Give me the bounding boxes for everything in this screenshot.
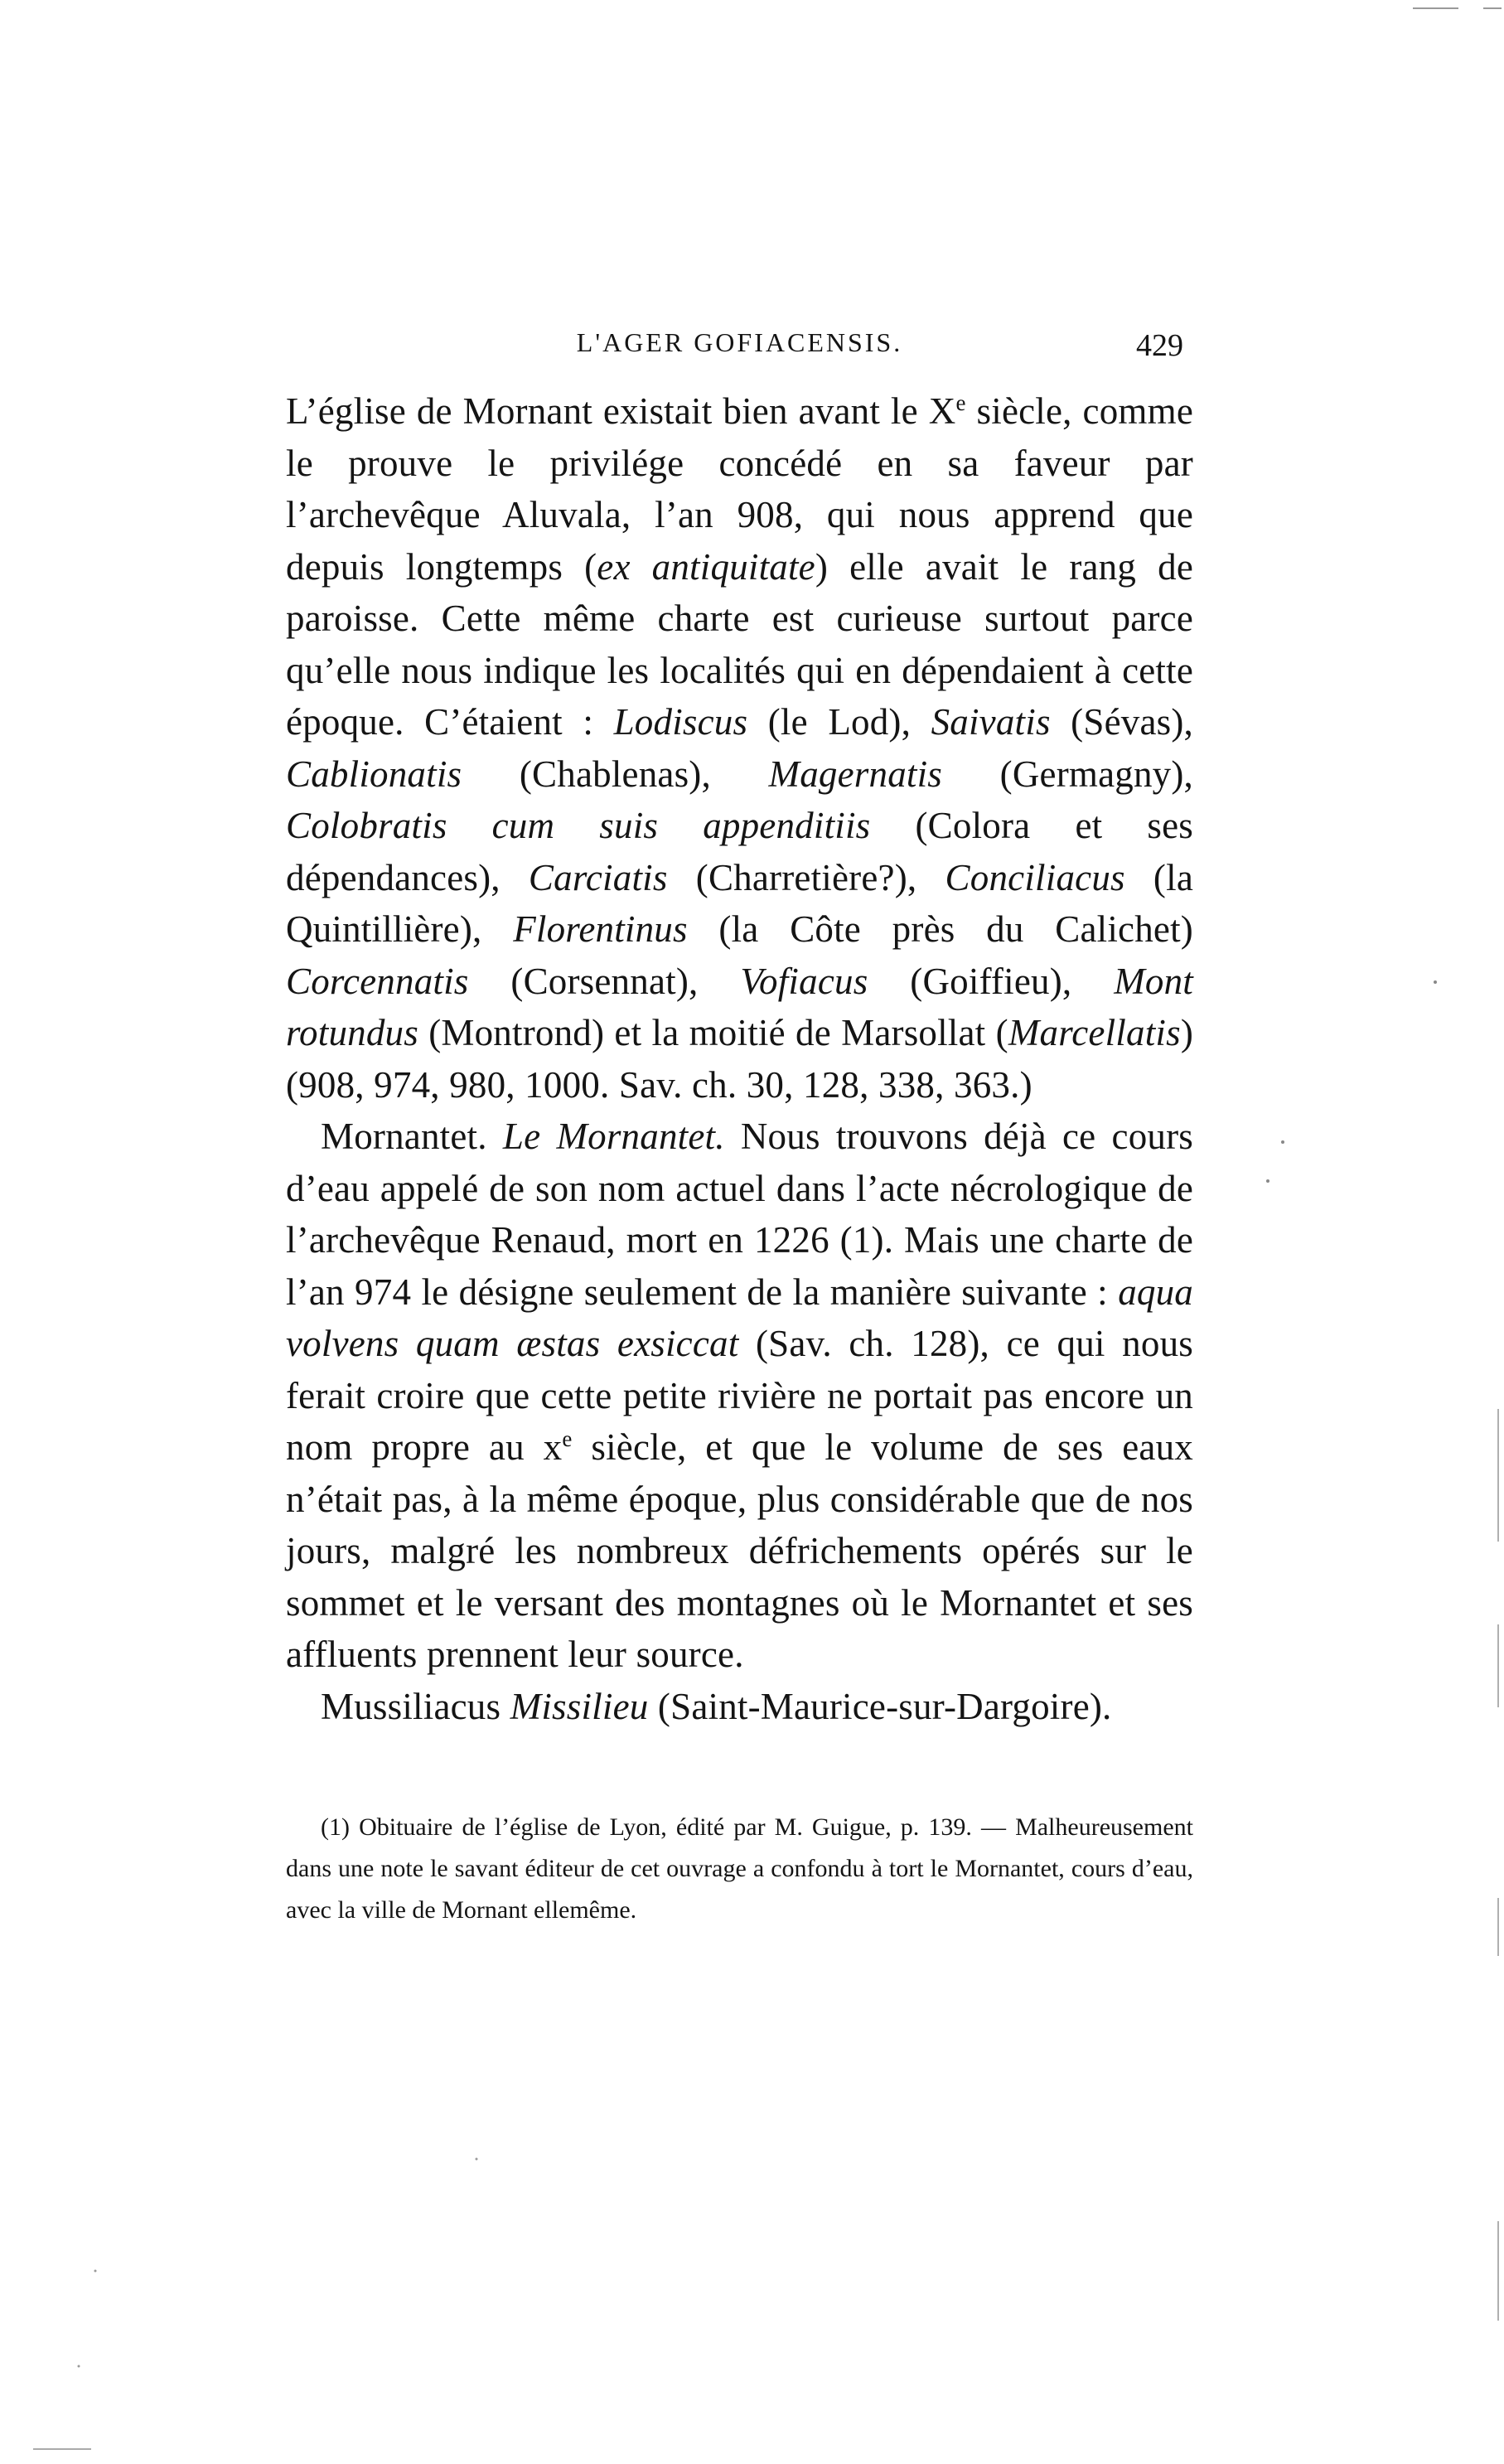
body-text xyxy=(286,385,1193,1732)
italic-run: Carciatis xyxy=(528,856,668,898)
scan-speck xyxy=(1266,1179,1269,1183)
text-run: (Sav. ch. 128), ce qui nous ferait croire que cette petite rivière ne portait pas encore un nom propre au x xyxy=(286,1323,1193,1468)
italic-run: Le Mornantet. xyxy=(502,1116,725,1157)
running-title: L'AGER GOFIACENSIS. xyxy=(576,327,903,357)
text-run: (Colora et ses dépendances), xyxy=(286,805,1193,898)
text-run: (1) Obituaire de l’église de Lyon, édité par M. Guigue, p. 139. — Malheureusement dans une note le savant éditeur de cet ouvrage a confondu à tort le Mornantet, cours d’eau, avec la ville de Mornant ellemême. xyxy=(286,1813,1193,1924)
italic-run: Vofiacus xyxy=(740,960,868,1002)
paragraph-mornant-church xyxy=(286,385,1193,1111)
italic-run: Mont rotundus xyxy=(286,960,1193,1053)
italic-run: aqua volvens quam æstas exsiccat xyxy=(286,1271,1193,1364)
italic-run: Corcennatis xyxy=(286,960,469,1002)
text-run: (Corsennat), xyxy=(468,960,741,1002)
text-run: (Montrond) et la moitié de Marsollat ( xyxy=(418,1012,1008,1053)
text-run: (le Lod), xyxy=(747,701,931,743)
italic-run: Missilieu xyxy=(510,1685,649,1727)
text-run: Nous trouvons déjà ce cours d’eau appelé de son nom actuel dans l’acte nécrologique de l’archevêque Renaud, mort en 1226 (1). Mais une charte de l’an 974 le désigne seulement de la manière suivante : xyxy=(286,1116,1193,1313)
italic-run: Marcellatis xyxy=(1008,1012,1181,1053)
scan-speck xyxy=(1434,980,1437,984)
superscript-run: e xyxy=(562,1426,573,1451)
superscript-run: e xyxy=(955,390,966,415)
italic-run: Saivatis xyxy=(931,701,1051,743)
scan-speck xyxy=(94,2270,97,2273)
italic-run: ex antiquitate xyxy=(597,545,815,588)
italic-run: Lodiscus xyxy=(613,701,748,743)
text-run: (Goiffieu), xyxy=(868,960,1115,1002)
text-run: siècle, et que le volume de ses eaux n’était pas, à la même époque, plus considérable que de nos jours, malgré les nombreux défrichements opérés sur le sommet et le versant des montagnes où le Mornantet et ses affluents prennent leur source. xyxy=(286,1426,1194,1675)
paragraph-mornantet xyxy=(286,1111,1193,1681)
text-run: (Sévas), xyxy=(1050,701,1193,743)
footnote-1 xyxy=(286,1807,1193,1931)
footnotes xyxy=(286,1807,1193,1931)
italic-run: Colobratis cum suis appenditiis xyxy=(286,805,871,846)
page-header xyxy=(286,327,1193,377)
text-run: Mussiliacus xyxy=(321,1685,510,1727)
text-run: ) elle avait le rang de paroisse. Cette même charte est curieuse surtout parce qu’elle nous indique les localités qui en dépendaient à cette époque. C’étaient : xyxy=(286,545,1193,743)
text-run: (la Quintillière), xyxy=(286,856,1193,950)
text-run: L’église de Mornant existait bien avant le X xyxy=(286,390,956,432)
text-run: ) (908, 974, 980, 1000. Sav. ch. 30, 128, 338, 363.) xyxy=(286,1012,1193,1106)
text-run: siècle, comme le prouve le privilége concédé en sa faveur par l’archevêque Aluvala, l’an 908, qui nous apprend que depuis longtemps ( xyxy=(286,390,1193,588)
scan-speck xyxy=(78,2365,80,2368)
text-run: (la Côte près du Calichet) xyxy=(687,908,1193,950)
text-run: (Saint-Maurice-sur-Dargoire). xyxy=(648,1685,1112,1727)
text-run: Mornantet. xyxy=(321,1116,503,1157)
text-run: (Charretière?), xyxy=(667,856,945,898)
paragraph-mussiliacus xyxy=(286,1681,1193,1733)
scan-speck xyxy=(1281,1140,1284,1144)
scan-speck xyxy=(476,2158,478,2161)
page-number: 429 xyxy=(1136,328,1183,363)
italic-run: Florentinus xyxy=(513,908,688,950)
italic-run: Magernatis xyxy=(768,753,943,795)
text-run: (Germagny), xyxy=(942,753,1193,795)
text-run: (Chablenas), xyxy=(462,753,769,795)
italic-run: Conciliacus xyxy=(945,856,1125,898)
italic-run: Cablionatis xyxy=(286,753,462,795)
